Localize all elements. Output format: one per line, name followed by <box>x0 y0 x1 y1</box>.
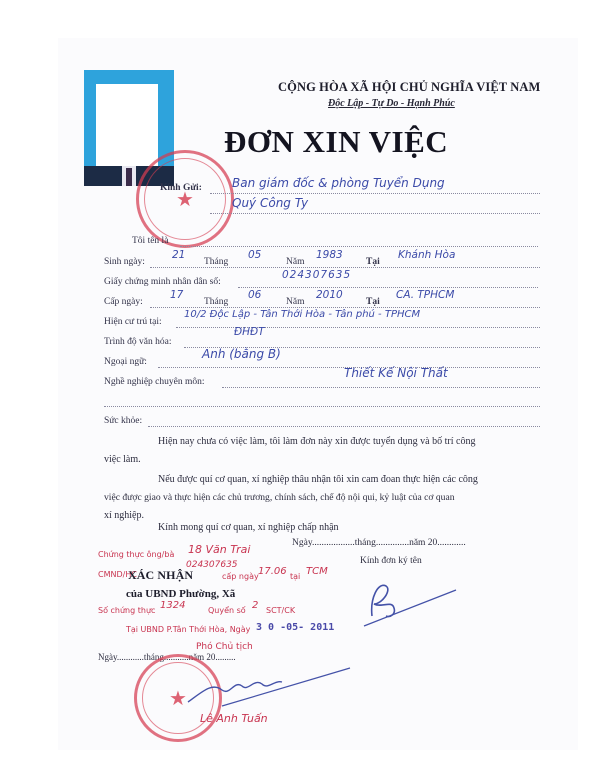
paragraph-2b: việc được giao và thực hiện các chủ trương, chính sách, chế độ nội qui, kỷ luật của cơ quan <box>104 492 455 503</box>
ubnd-place: Tại UBND P.Tân Thới Hòa, Ngày <box>126 625 251 634</box>
address-label: Hiện cư trú tại: <box>104 317 162 327</box>
issue-date-value: 17.06 <box>258 566 287 577</box>
health-label: Sức khỏe: <box>104 416 143 426</box>
paragraph-1b: việc làm. <box>104 454 141 465</box>
education-label: Trình độ văn hóa: <box>104 337 172 347</box>
signing-date: Ngày..................tháng..............năm 20............ <box>292 538 466 548</box>
official-stamp-bottom: ★ <box>134 654 222 742</box>
birth-month: 05 <box>248 249 262 261</box>
recipient-line1: Ban giám đốc & phòng Tuyển Dụng <box>232 176 445 190</box>
official-stamp-top: ★ <box>136 150 234 248</box>
certify-value: 18 Văn Trai <box>188 543 251 556</box>
name-label: Tôi tên là <box>132 236 169 246</box>
id-label: Giấy chứng minh nhân dân số: <box>104 277 221 287</box>
recipient-line2: Quý Công Ty <box>232 196 309 210</box>
applicant-signature <box>352 568 472 628</box>
certify-label: Chứng thực ông/bà <box>98 550 175 559</box>
authority: của UBND Phường, Xã <box>126 588 236 600</box>
issue-year: 2010 <box>316 289 343 301</box>
confirmation-heading: XÁC NHẬN <box>128 568 194 582</box>
official-signature <box>182 662 352 712</box>
photo-redacted-area <box>96 84 158 170</box>
paragraph-2c: xí nghiệp. <box>104 510 144 521</box>
stamp-date: 3 0 -05- 2011 <box>256 622 335 633</box>
vice-chairman: Phó Chủ tịch <box>196 642 253 652</box>
cmnd-value: 024307635 <box>186 560 238 570</box>
paragraph-2a: Nếu được quí cơ quan, xí nghiệp thâu nhận tôi xin cam đoan thực hiện các công <box>158 474 478 485</box>
issue-place-value: TCM <box>306 566 328 577</box>
address-value: 10/2 Độc Lập - Tân Thới Hòa - Tân phú - TPHCM <box>184 309 421 320</box>
paragraph-1a: Hiện nay chưa có việc làm, tôi làm đơn này xin được tuyển dụng và bố trí công <box>158 436 476 447</box>
recipient-label: Kính Gửi: <box>160 183 202 193</box>
issue-date-label: cấp ngày <box>222 572 259 581</box>
issue-place: CA. TPHCM <box>396 289 455 301</box>
id-value: 024307635 <box>282 269 352 281</box>
language-label: Ngoại ngữ: <box>104 357 147 367</box>
official-name: Lê Anh Tuấn <box>200 712 268 725</box>
language-value: Anh (bằng B) <box>202 347 281 361</box>
certification-number: 1324 <box>160 600 186 611</box>
birth-day: 21 <box>172 249 186 261</box>
issue-month: 06 <box>248 289 262 301</box>
profession-value: Thiết Kế Nội Thất <box>344 366 448 380</box>
issue-label: Cấp ngày: <box>104 297 143 307</box>
certification-number-label: Số chứng thực <box>98 606 156 615</box>
birth-place: Khánh Hòa <box>398 249 456 261</box>
profession-label: Nghề nghiệp chuyên môn: <box>104 377 205 387</box>
issue-day: 17 <box>170 289 184 301</box>
birth-label: Sinh ngày: <box>104 257 145 267</box>
signer-label: Kính đơn ký tên <box>360 556 422 566</box>
paragraph-3: Kính mong quí cơ quan, xí nghiệp chấp nhận <box>158 522 339 533</box>
motto: Độc Lập - Tự Do - Hạnh Phúc <box>328 98 455 109</box>
education-value: ĐHĐT <box>234 326 265 338</box>
cmnd-label: CMND/HC <box>98 570 137 579</box>
birth-year: 1983 <box>316 249 343 261</box>
book-number: 2 <box>252 600 259 611</box>
page-title: ĐƠN XIN VIỆC <box>224 124 449 159</box>
nation-heading: CỘNG HÒA XÃ HỘI CHỦ NGHĨA VIỆT NAM <box>278 80 541 94</box>
confirmation-date: Ngày............tháng...........năm 20......... <box>98 652 236 662</box>
